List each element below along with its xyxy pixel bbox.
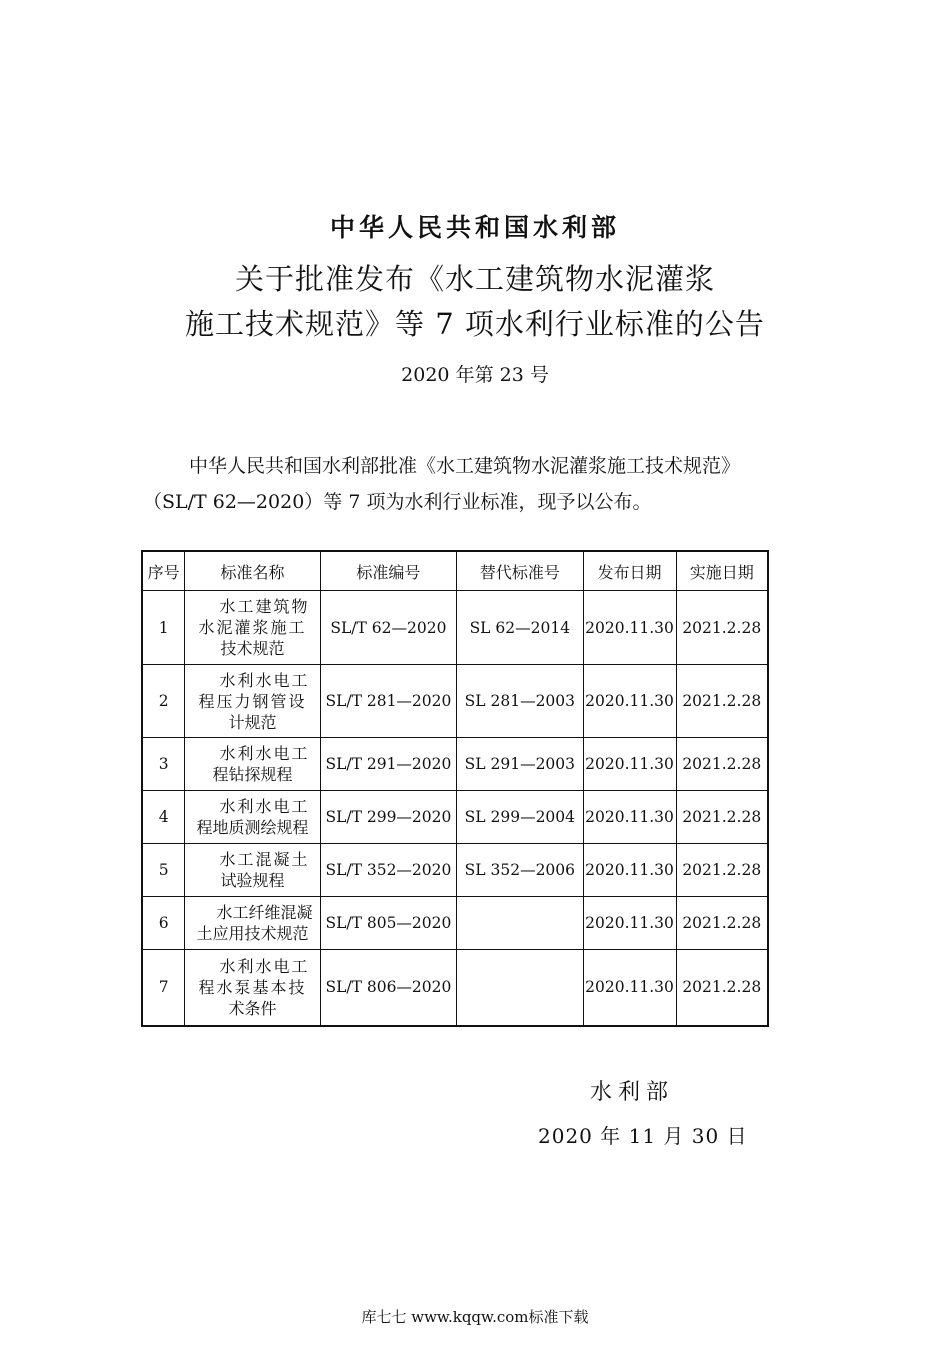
table-row: [142, 897, 768, 950]
cell-name: [185, 844, 320, 897]
issuer-heading: 中华人民共和国水利部: [329, 213, 620, 242]
cell-name-line: 水泥灌浆施工: [198, 618, 307, 637]
cell-name-line: 试验规程: [220, 871, 285, 890]
cell-code: SL/T 805—2020: [320, 897, 456, 950]
cell-name-line: 水利水电工: [219, 956, 310, 976]
footer-watermark: 库七七 www.kqqw.com标准下载: [361, 1308, 589, 1326]
cell-publish-date: 2020.11.30: [583, 738, 676, 791]
cell-name-line: 水利水电工: [219, 797, 310, 816]
cell-replaces: SL 291—2003: [457, 738, 583, 791]
cell-no: 1: [142, 591, 185, 665]
cell-name-line: 水工建筑物: [219, 597, 310, 616]
signing-date: 2020 年 11 月 30 日: [538, 1124, 748, 1148]
table-row: [142, 844, 768, 897]
col-header-name: 标准名称: [185, 551, 320, 591]
document-number: 2020 年第 23 号: [401, 364, 549, 386]
cell-effective-date: 2021.2.28: [676, 950, 768, 1026]
cell-name-line: 程压力钢管设: [198, 691, 307, 711]
cell-name: [185, 665, 320, 738]
cell-code: SL/T 62—2020: [320, 591, 456, 665]
announcement-paragraph: 中华人民共和国水利部批准《水工建筑物水泥灌浆施工技术规范》（SL/T 62—2020）等 7 项为水利行业标准，现予以公布。: [143, 455, 741, 513]
cell-name-line: 程水泵基本技: [198, 977, 307, 997]
cell-no: 7: [142, 950, 185, 1026]
cell-replaces: [457, 897, 583, 950]
cell-name: [185, 897, 320, 950]
cell-code: SL/T 806—2020: [320, 950, 456, 1026]
cell-publish-date: 2020.11.30: [583, 591, 676, 665]
cell-name: [185, 950, 320, 1026]
cell-name-line: 土应用技术规范: [196, 924, 309, 943]
cell-publish-date: 2020.11.30: [583, 665, 676, 738]
cell-name: [185, 791, 320, 844]
cell-name: [185, 591, 320, 665]
announcement-title-line-2: 施工技术规范》等 7 项水利行业标准的公告: [185, 307, 765, 341]
cell-no: 3: [142, 738, 185, 791]
cell-name-line: 水利水电工: [219, 744, 310, 763]
cell-effective-date: 2021.2.28: [676, 591, 768, 665]
table-row: [142, 665, 768, 738]
cell-name-line: 水利水电工: [219, 670, 310, 690]
cell-code: SL/T 291—2020: [320, 738, 456, 791]
cell-replaces: [457, 950, 583, 1026]
cell-name-line: 术条件: [228, 998, 277, 1018]
cell-code: SL/T 281—2020: [320, 665, 456, 738]
col-header-code: 标准编号: [320, 551, 456, 591]
table-row: [142, 950, 768, 1026]
cell-name-line: 水工混凝土: [219, 850, 310, 869]
col-header-effective-date: 实施日期: [676, 551, 768, 591]
cell-replaces: SL 352—2006: [457, 844, 583, 897]
cell-publish-date: 2020.11.30: [583, 844, 676, 897]
col-header-publish-date: 发布日期: [583, 551, 676, 591]
table-header-row: [142, 551, 768, 591]
cell-code: SL/T 352—2020: [320, 844, 456, 897]
cell-name: [185, 738, 320, 791]
col-header-replaces: 替代标准号: [457, 551, 583, 591]
cell-effective-date: 2021.2.28: [676, 738, 768, 791]
cell-no: 2: [142, 665, 185, 738]
cell-name-line: 技术规范: [220, 639, 285, 658]
cell-name-line: 程钻探规程: [212, 765, 293, 784]
cell-replaces: SL 62—2014: [457, 591, 583, 665]
cell-publish-date: 2020.11.30: [583, 897, 676, 950]
cell-publish-date: 2020.11.30: [583, 950, 676, 1026]
cell-name-line: 程地质测绘规程: [196, 818, 309, 837]
cell-code: SL/T 299—2020: [320, 791, 456, 844]
cell-effective-date: 2021.2.28: [676, 844, 768, 897]
cell-name-line: 计规范: [228, 712, 277, 732]
cell-no: 4: [142, 791, 185, 844]
cell-effective-date: 2021.2.28: [676, 665, 768, 738]
cell-no: 5: [142, 844, 185, 897]
signing-organization: 水利部: [590, 1080, 675, 1105]
cell-effective-date: 2021.2.28: [676, 791, 768, 844]
cell-replaces: SL 281—2003: [457, 665, 583, 738]
cell-replaces: SL 299—2004: [457, 791, 583, 844]
table-row: [142, 591, 768, 665]
table-row: [142, 791, 768, 844]
col-header-no: 序号: [142, 551, 185, 591]
announcement-title-line-1: 关于批准发布《水工建筑物水泥灌浆: [234, 262, 715, 296]
cell-name-line: 水工纤维混凝: [216, 903, 313, 922]
cell-publish-date: 2020.11.30: [583, 791, 676, 844]
cell-no: 6: [142, 897, 185, 950]
table-row: [142, 738, 768, 791]
standards-table: [141, 550, 769, 1027]
cell-effective-date: 2021.2.28: [676, 897, 768, 950]
